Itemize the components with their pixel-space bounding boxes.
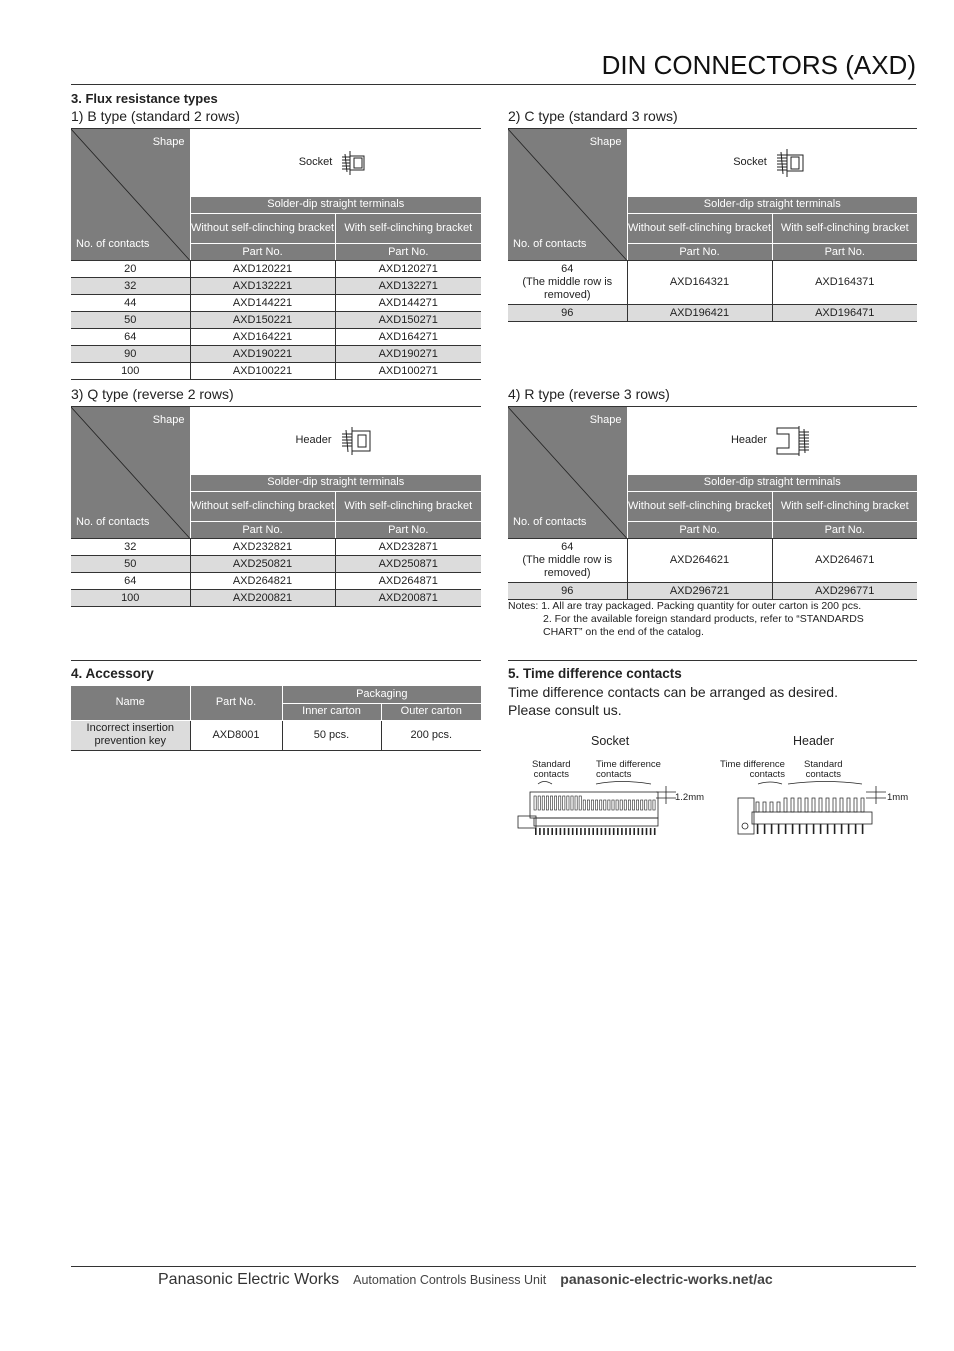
with-header: With self-clinching bracket (335, 492, 481, 522)
note-line: 2. For the available foreign standard products, refer to “STANDARDS (543, 613, 864, 625)
page-title: DIN CONNECTORS (AXD) (601, 50, 916, 80)
part-no-cell: AXD200821 (190, 590, 335, 607)
c-type-title: 2) C type (standard 3 rows) (508, 108, 678, 124)
part-no-cell: AXD100271 (335, 363, 481, 380)
part-no-cell: AXD190221 (190, 346, 335, 363)
part-no-cell: AXD196421 (627, 305, 772, 322)
contacts-cell: 96 (508, 305, 627, 322)
shape-cell (190, 407, 481, 475)
shape-cell (627, 129, 917, 197)
socket-diagram-label: Socket (591, 734, 630, 748)
table-row (71, 539, 481, 556)
accessory-outer: 200 pcs. (381, 720, 481, 750)
contacts-cell: 64 (71, 573, 190, 590)
part-no-header: Part No. (190, 522, 335, 539)
part-no-cell: AXD196471 (772, 305, 917, 322)
without-header: Without self-clinching bracket (627, 214, 772, 244)
part-no-cell: AXD132221 (190, 278, 335, 295)
r-type-table (508, 406, 917, 600)
shape-name: Socket (733, 156, 767, 169)
shape-name: Header (730, 434, 768, 447)
part-no-cell: AXD120221 (190, 261, 335, 278)
contacts-cell: 32 (71, 539, 190, 556)
b-type-table (71, 128, 481, 380)
table-row (71, 295, 481, 312)
section-rule (508, 660, 917, 661)
note-line: CHART” on the end of the catalog. (543, 626, 704, 638)
contacts-label: No. of contacts (513, 516, 587, 528)
table-corner (508, 407, 627, 539)
part-no-cell: AXD100221 (190, 363, 335, 380)
contacts-cell: 50 (71, 312, 190, 329)
socket-icon (773, 147, 811, 179)
part-no-header: Part No. (190, 244, 335, 261)
without-header: Without self-clinching bracket (627, 492, 772, 522)
table-row (71, 590, 481, 607)
header-icon (338, 425, 376, 457)
col-packaging: Packaging (282, 686, 481, 703)
socket-diagram (516, 778, 686, 840)
contacts-label: No. of contacts (513, 238, 587, 250)
part-no-cell: AXD264621 (627, 539, 772, 583)
footer-brand: Panasonic Electric Works (158, 1271, 340, 1288)
section4-heading: 4. Accessory (71, 666, 154, 681)
footer (158, 1271, 773, 1289)
part-no-cell: AXD232821 (190, 539, 335, 556)
with-header: With self-clinching bracket (335, 214, 481, 244)
part-no-cell: AXD144271 (335, 295, 481, 312)
socket-icon (338, 148, 372, 178)
shape-name: Socket (298, 156, 333, 169)
table-row (71, 346, 481, 363)
notes (508, 600, 908, 639)
contacts-cell: 50 (71, 556, 190, 573)
terminals-header: Solder-dip straight terminals (627, 475, 917, 492)
dim-label: 1mm (887, 792, 909, 803)
contacts-cell: 64 (The middle row is removed) (508, 539, 627, 583)
part-no-cell: AXD132271 (335, 278, 481, 295)
contacts-cell: 64 (71, 329, 190, 346)
section-rule (71, 660, 481, 661)
without-header: Without self-clinching bracket (190, 492, 335, 522)
contacts-cell: 20 (71, 261, 190, 278)
standard-contacts-label: Standard contacts (532, 759, 571, 780)
part-no-cell: AXD232871 (335, 539, 481, 556)
accessory-table (71, 686, 481, 751)
terminals-header: Solder-dip straight terminals (190, 197, 481, 214)
table-corner (71, 129, 190, 261)
contacts-cell: 100 (71, 363, 190, 380)
part-no-header: Part No. (627, 244, 772, 261)
table-row (508, 539, 917, 583)
dim-label: 1.2mm (675, 792, 705, 803)
col-part: Part No. (190, 686, 282, 720)
note-line: Notes: 1. All are tray packaged. Packing quantity for outer carton is 200 pcs. (508, 600, 862, 612)
part-no-cell: AXD164371 (772, 261, 917, 305)
contacts-cell: 32 (71, 278, 190, 295)
part-no-header: Part No. (772, 244, 917, 261)
part-no-cell: AXD264821 (190, 573, 335, 590)
part-no-cell: AXD296721 (627, 583, 772, 600)
footer-rule (71, 1266, 916, 1267)
b-type-title: 1) B type (standard 2 rows) (71, 108, 240, 124)
table-row (71, 312, 481, 329)
q-type-table (71, 406, 481, 607)
table-row (71, 278, 481, 295)
shape-name: Header (295, 434, 332, 447)
shape-cell (190, 129, 481, 197)
part-no-cell: AXD296771 (772, 583, 917, 600)
standard-contacts-label: Standard contacts (804, 759, 843, 780)
c-type-table (508, 128, 917, 322)
header-diagram (736, 778, 896, 840)
contacts-cell: 64 (The middle row is removed) (508, 261, 627, 305)
with-header: With self-clinching bracket (772, 214, 917, 244)
contacts-label: No. of contacts (76, 516, 150, 528)
shape-cell (627, 407, 917, 475)
table-row (71, 329, 481, 346)
col-outer: Outer carton (381, 703, 481, 720)
text-line: Please consult us. (508, 702, 622, 718)
footer-unit: Automation Controls Business Unit (353, 1273, 547, 1287)
part-no-cell: AXD164321 (627, 261, 772, 305)
part-no-cell: AXD150271 (335, 312, 481, 329)
accessory-part: AXD8001 (190, 720, 282, 750)
part-no-header: Part No. (335, 522, 481, 539)
part-no-cell: AXD250871 (335, 556, 481, 573)
contacts-cell: 44 (71, 295, 190, 312)
header-diagram-label: Header (793, 734, 834, 748)
shape-label: Shape (152, 414, 185, 426)
contacts-cell: 100 (71, 590, 190, 607)
contacts-cell: 90 (71, 346, 190, 363)
table-corner (71, 407, 190, 539)
header-icon (773, 424, 813, 458)
col-inner: Inner carton (282, 703, 381, 720)
accessory-name: Incorrect insertion prevention key (71, 720, 190, 750)
part-no-header: Part No. (627, 522, 772, 539)
title-rule (71, 84, 916, 85)
table-row (71, 556, 481, 573)
footer-url[interactable]: panasonic-electric-works.net/ac (560, 1271, 773, 1287)
part-no-cell: AXD264671 (772, 539, 917, 583)
contacts-label: No. of contacts (76, 238, 150, 250)
table-row (71, 363, 481, 380)
table-corner (508, 129, 627, 261)
part-no-cell: AXD120271 (335, 261, 481, 278)
part-no-cell: AXD164221 (190, 329, 335, 346)
shape-label: Shape (152, 136, 185, 148)
accessory-inner: 50 pcs. (282, 720, 381, 750)
r-type-title: 4) R type (reverse 3 rows) (508, 386, 670, 402)
shape-label: Shape (589, 136, 622, 148)
without-header: Without self-clinching bracket (190, 214, 335, 244)
text-line: Time difference contacts can be arranged as desired. (508, 684, 838, 700)
table-row (71, 573, 481, 590)
part-no-cell: AXD200871 (335, 590, 481, 607)
table-row (508, 261, 917, 305)
section5-text (508, 683, 838, 719)
part-no-cell: AXD144221 (190, 295, 335, 312)
time-diff-label: Time difference contacts (720, 759, 785, 780)
contacts-cell: 96 (508, 583, 627, 600)
q-type-title: 3) Q type (reverse 2 rows) (71, 386, 234, 402)
table-row (508, 305, 917, 322)
section5-heading: 5. Time difference contacts (508, 666, 682, 681)
part-no-cell: AXD190271 (335, 346, 481, 363)
terminals-header: Solder-dip straight terminals (190, 475, 481, 492)
section3-heading: 3. Flux resistance types (71, 91, 218, 106)
table-row (508, 583, 917, 600)
terminals-header: Solder-dip straight terminals (627, 197, 917, 214)
table-row (71, 261, 481, 278)
part-no-header: Part No. (335, 244, 481, 261)
part-no-cell: AXD164271 (335, 329, 481, 346)
time-diff-label: Time difference contacts (596, 759, 661, 780)
with-header: With self-clinching bracket (772, 492, 917, 522)
part-no-cell: AXD150221 (190, 312, 335, 329)
part-no-cell: AXD264871 (335, 573, 481, 590)
part-no-cell: AXD250821 (190, 556, 335, 573)
part-no-header: Part No. (772, 522, 917, 539)
col-name: Name (71, 686, 190, 720)
shape-label: Shape (589, 414, 622, 426)
